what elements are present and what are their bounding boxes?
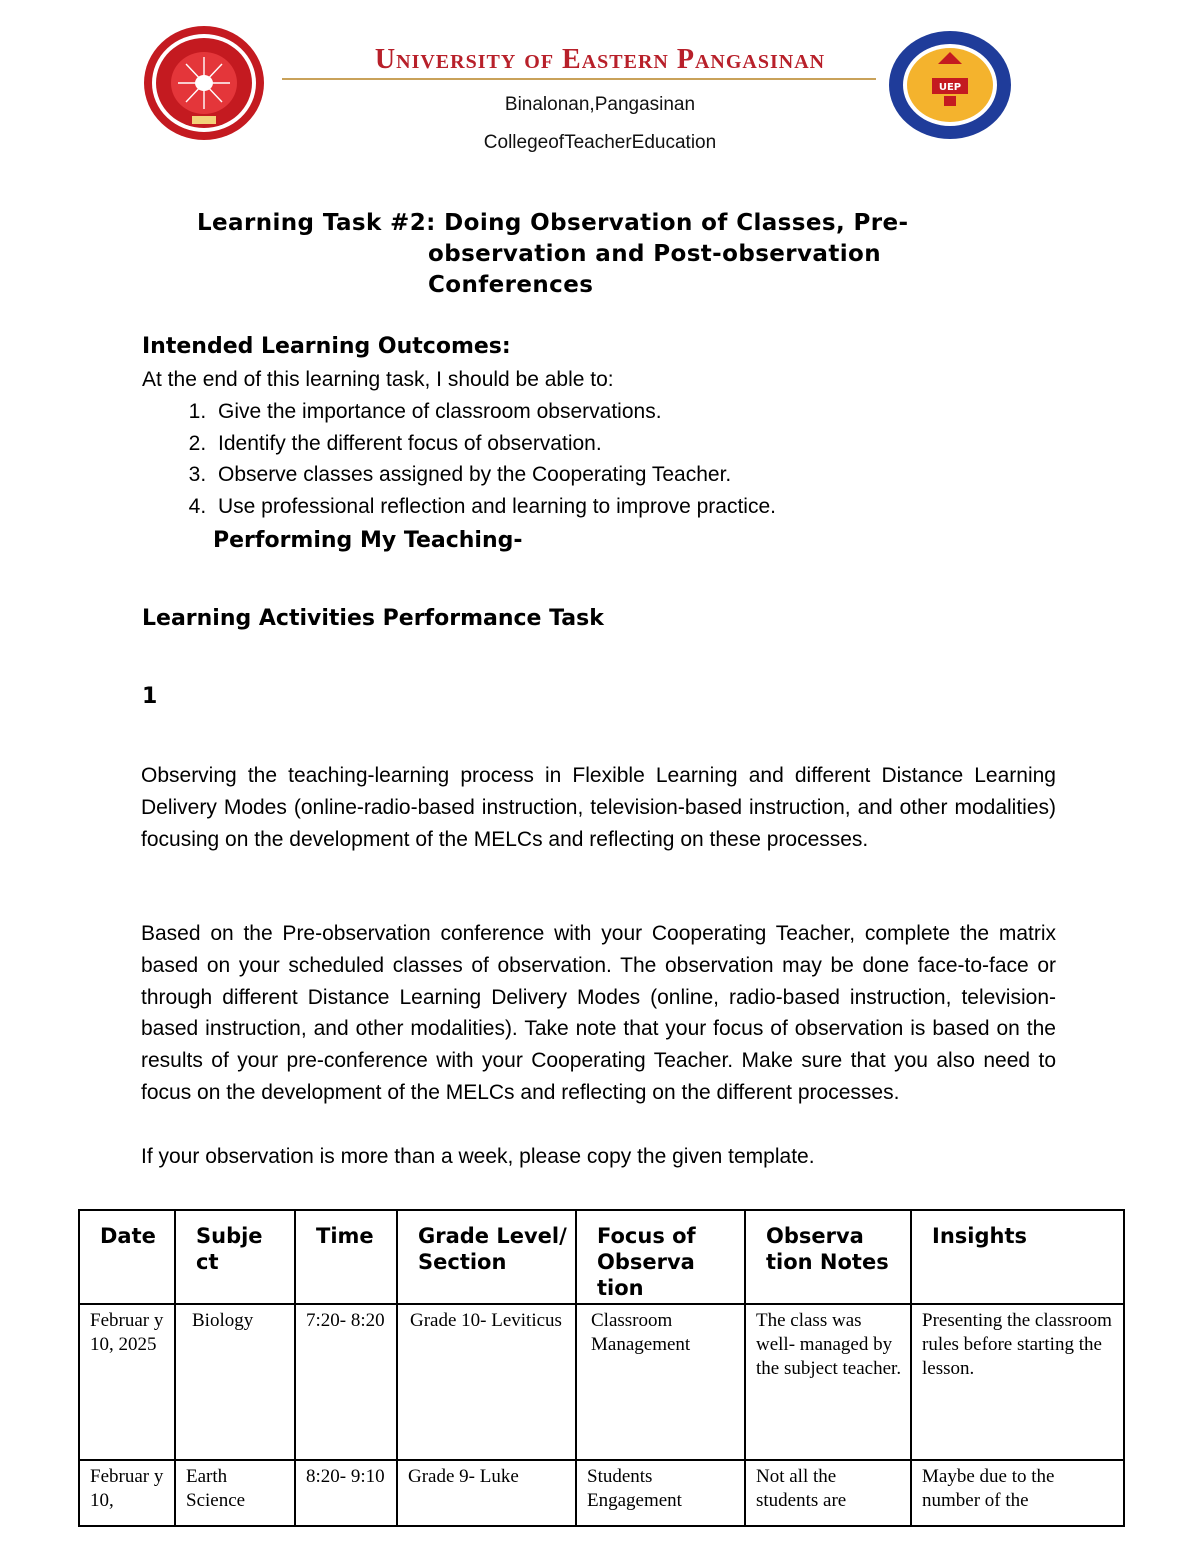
instructions-paragraph: Based on the Pre-observation conference with your Cooperating Teacher, complete the matrix based on your scheduled classes of observation. The observation may be done face-to-face or through different Distance Learning Delivery Modes (online, radio-based instruction, television-based instruction, and other modalities). Take note that your focus of observation is based on the results of your pre-conference with your Cooperating Teacher. Make sure that you also need to focus on the development of the MELCs and reflecting on the different processes.: [141, 922, 1056, 1104]
header-focus-of-observation: Focus of Observa tion: [576, 1210, 745, 1304]
cell-grade-section: Grade 9- Luke: [397, 1460, 576, 1526]
cell-date: Februar y 10,: [79, 1460, 175, 1526]
table-row: [79, 1304, 1124, 1460]
outcome-item: 4. Use professional reflection and learning to improve practice.: [212, 491, 1072, 523]
task-title-line3: Conferences: [428, 272, 594, 298]
cell-focus: Classroom Management: [576, 1304, 745, 1460]
table-header-row: [79, 1210, 1124, 1304]
cell-time: 7:20- 8:20: [295, 1304, 397, 1460]
college-seal-logo: [888, 30, 1012, 140]
cell-notes: The class was well- managed by the subject teacher.: [745, 1304, 911, 1460]
outcomes-list: [142, 396, 1072, 523]
outcome-item: 3. Observe classes assigned by the Cooperating Teacher.: [212, 459, 1072, 491]
university-location: Binalonan,Pangasinan: [504, 94, 696, 115]
header-time: Time: [295, 1210, 397, 1304]
cell-insights: Maybe due to the number of the: [911, 1460, 1124, 1526]
table-row: [79, 1460, 1124, 1526]
cell-subject: Biology: [175, 1304, 295, 1460]
college-name: CollegeofTeacherEducation: [483, 132, 717, 153]
outcome-item: 2. Identify the different focus of observation.: [212, 428, 1072, 460]
college-seal-badge: UEP: [938, 82, 962, 93]
outcomes-intro: At the end of this learning task, I should be able to:: [142, 368, 614, 391]
activity-number: 1: [142, 684, 158, 709]
template-note: If your observation is more than a week, please copy the given template.: [141, 1145, 815, 1168]
university-name: University of Eastern Pangasinan: [374, 44, 826, 75]
header-observation-notes: Observa tion Notes: [745, 1210, 911, 1304]
cell-subject: Earth Science: [175, 1460, 295, 1526]
cell-grade-section: Grade 10- Leviticus: [397, 1304, 576, 1460]
activity-description: Observing the teaching-learning process in Flexible Learning and different Distance Learning Delivery Modes (online-radio-based instruction, television-based instruction, and other modalities) focusing on the development of the MELCs and reflecting on these processes.: [141, 764, 1056, 851]
title-underline: [282, 78, 876, 80]
cell-notes: Not all the students are: [745, 1460, 911, 1526]
outcome-item: 1. Give the importance of classroom observations.: [212, 396, 1072, 428]
cell-date: Februar y 10, 2025: [79, 1304, 175, 1460]
cell-focus: Students Engagement: [576, 1460, 745, 1526]
cell-insights: Presenting the classroom rules before starting the lesson.: [911, 1304, 1124, 1460]
activities-heading: Learning Activities Performance Task: [142, 606, 604, 631]
header-insights: Insights: [911, 1210, 1124, 1304]
cell-time: 8:20- 9:10: [295, 1460, 397, 1526]
performing-heading: Performing My Teaching-: [213, 528, 523, 553]
header-subject: Subje ct: [175, 1210, 295, 1304]
observation-matrix-table: [78, 1209, 1125, 1527]
header-grade-level-section: Grade Level/ Section: [397, 1210, 576, 1304]
outcomes-heading: Intended Learning Outcomes:: [142, 334, 511, 359]
task-title-line1: Learning Task #2: Doing Observation of Classes, Pre-: [197, 210, 909, 236]
outcomes-section: [142, 364, 1072, 523]
task-title-line2: observation and Post-observation: [428, 241, 881, 267]
header-date: Date: [79, 1210, 175, 1304]
university-seal-logo: [142, 24, 266, 142]
